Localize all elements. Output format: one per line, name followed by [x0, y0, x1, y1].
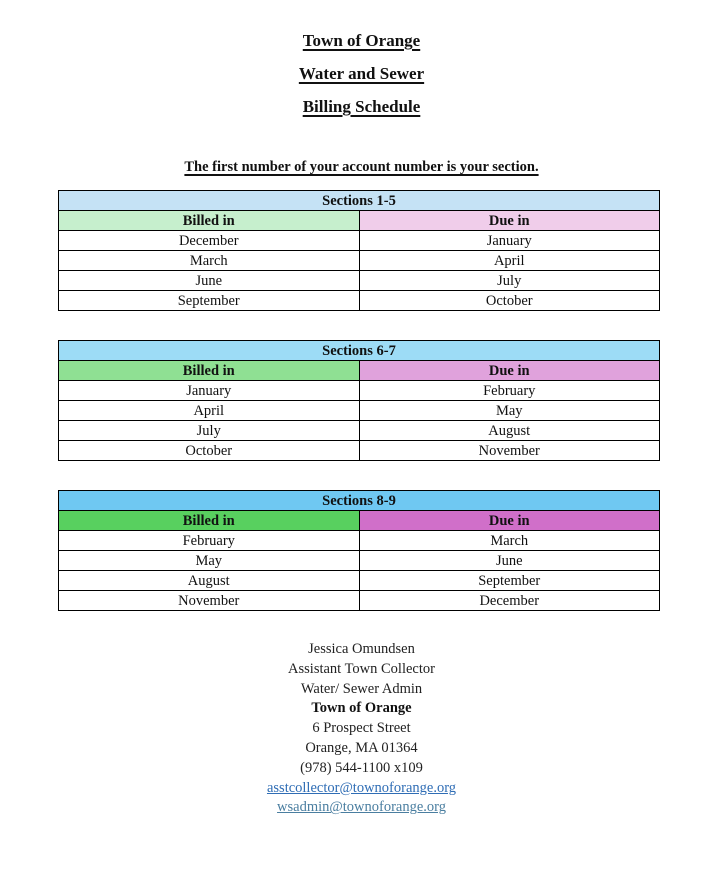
table-row — [59, 291, 660, 311]
table-row — [59, 401, 660, 421]
doc-title-schedule — [0, 97, 723, 117]
due-in-header: Due in — [359, 211, 660, 231]
billed-cell: June — [59, 271, 360, 291]
section-title: Sections 6-7 — [59, 341, 660, 361]
title-text: Billing Schedule — [302, 97, 421, 116]
doc-title-town — [0, 31, 723, 51]
section-title: Sections 8-9 — [59, 491, 660, 511]
contact-name: Jessica Omundsen — [308, 641, 415, 657]
section-instruction — [0, 159, 723, 176]
billed-cell: November — [59, 591, 360, 611]
billed-in-header: Billed in — [59, 511, 360, 531]
due-cell: August — [359, 421, 660, 441]
table-row — [59, 381, 660, 401]
contact-role: Water/ Sewer Admin — [300, 680, 423, 697]
table-row — [59, 231, 660, 251]
due-cell: September — [359, 571, 660, 591]
schedule-table-sections-8-9 — [58, 490, 660, 611]
doc-title-dept — [0, 64, 723, 84]
email-link-wsadmin[interactable]: wsadmin@townoforange.org — [277, 799, 446, 816]
table-row — [59, 531, 660, 551]
due-cell: June — [359, 551, 660, 571]
billed-cell: December — [59, 231, 360, 251]
billed-cell: January — [59, 381, 360, 401]
due-cell: December — [359, 591, 660, 611]
billed-cell: February — [59, 531, 360, 551]
contact-phone: (978) 544-1100 x109 — [300, 759, 423, 776]
due-cell: February — [359, 381, 660, 401]
table-row — [59, 571, 660, 591]
billed-cell: September — [59, 291, 360, 311]
due-in-header: Due in — [359, 361, 660, 381]
table-row — [59, 441, 660, 461]
billed-in-header: Billed in — [59, 211, 360, 231]
billed-cell: July — [59, 421, 360, 441]
contact-street: 6 Prospect Street — [312, 720, 411, 737]
due-cell: May — [359, 401, 660, 421]
contact-org: Town of Orange — [311, 700, 412, 717]
contact-block — [0, 640, 723, 818]
due-cell: March — [359, 531, 660, 551]
section-title: Sections 1-5 — [59, 191, 660, 211]
due-cell: April — [359, 251, 660, 271]
due-in-header: Due in — [359, 511, 660, 531]
title-text: Water and Sewer — [298, 64, 425, 83]
billed-cell: October — [59, 441, 360, 461]
due-cell: July — [359, 271, 660, 291]
contact-title: Assistant Town Collector — [288, 660, 435, 677]
table-row — [59, 591, 660, 611]
due-cell: January — [359, 231, 660, 251]
instruction-text: The first number of your account number is your section. — [184, 159, 539, 175]
billed-in-header: Billed in — [59, 361, 360, 381]
billed-cell: April — [59, 401, 360, 421]
due-cell: October — [359, 291, 660, 311]
table-row — [59, 551, 660, 571]
table-row — [59, 271, 660, 291]
schedule-table-sections-1-5 — [58, 190, 660, 311]
billed-cell: May — [59, 551, 360, 571]
billed-cell: August — [59, 571, 360, 591]
due-cell: November — [359, 441, 660, 461]
table-row — [59, 251, 660, 271]
billed-cell: March — [59, 251, 360, 271]
schedule-table-sections-6-7 — [58, 340, 660, 461]
email-link-asstcollector[interactable]: asstcollector@townoforange.org — [266, 779, 457, 796]
title-text: Town of Orange — [302, 31, 421, 50]
contact-city: Orange, MA 01364 — [305, 739, 418, 756]
table-row — [59, 421, 660, 441]
